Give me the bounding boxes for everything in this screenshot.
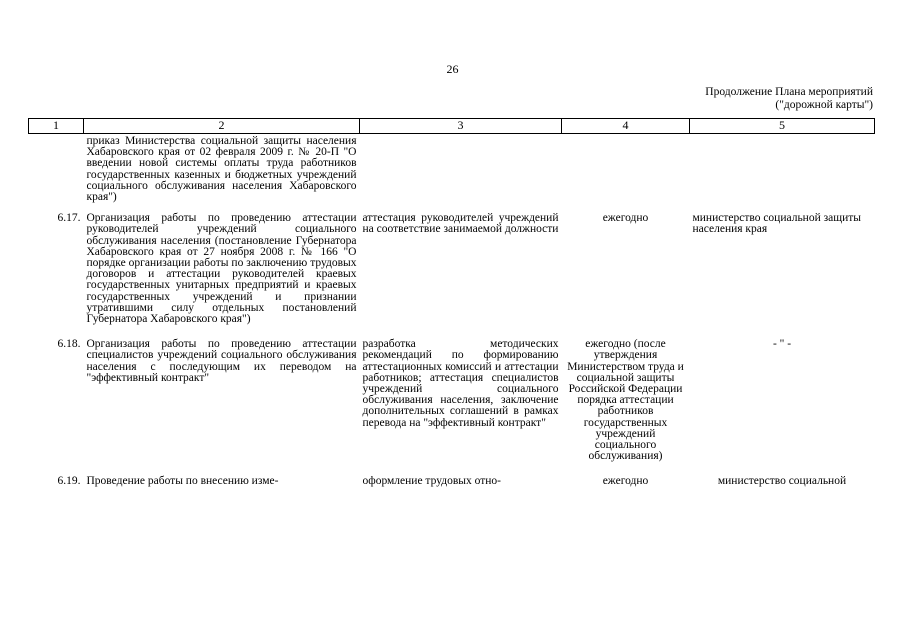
page-number: 26 xyxy=(446,62,459,76)
table-row xyxy=(29,466,875,487)
result-cell: разработка методических рекомендаций по формированию аттестационных комиссий и аттестации работников; аттестация специалистов учреждений социального обслуживания населения, заключение дополнительных соглашений в рамках перевода на "эффективный контракт" xyxy=(362,338,559,429)
row-number: 6.19. xyxy=(57,475,81,488)
executor-cell: министерство социальной защиты населения края xyxy=(692,212,862,236)
row-number: 6.18. xyxy=(57,338,81,351)
measure-cell: Организация работы по проведению аттестации руководителей учреждений социального обслуживания населения (постановление Губернатора Хабаровского края от 27 ноября 2008 г. № 166 "О порядке организации работы по заключению трудовых договоров и аттестации руководителей краевых государственных унитарных предприятий и краевых государственных учреждений и признании утратившими силу отдельных постановлений Губернатора Хабаровского края") xyxy=(86,212,357,326)
table-row xyxy=(29,134,875,204)
column-header-4: 4 xyxy=(562,119,690,134)
table-row xyxy=(29,203,875,329)
measure-cell: приказ Министерства социальной защиты населения Хабаровского края от 02 февраля 2009 г. № 20-П "О введении новой системы оплаты труда работников государственных казенных и бюджетных учреждений социального обслуживания населения Хабаровского края") xyxy=(86,135,357,204)
continuation-line-1: Продолжение Плана мероприятий xyxy=(705,86,873,98)
result-cell: аттестация руководителей учреждений на соответствие занимаемой должности xyxy=(362,212,559,236)
term-cell: ежегодно (после утверждения Министерством труда и социальной защиты Российской Федерации порядка аттестации работников государственных учреждений социального обслуживания) xyxy=(567,338,684,463)
term-cell xyxy=(562,134,690,204)
executor-cell xyxy=(690,134,875,204)
column-header-2: 2 xyxy=(84,119,360,134)
executor-cell: - " - xyxy=(772,338,792,351)
term-cell: ежегодно xyxy=(602,475,649,488)
column-header-1: 1 xyxy=(29,119,84,134)
measure-cell: Проведение работы по внесению изме- xyxy=(86,475,279,488)
row-number: 6.17. xyxy=(57,212,81,225)
continuation-label xyxy=(705,86,873,112)
row-number xyxy=(29,134,84,204)
term-cell: ежегодно xyxy=(602,212,649,225)
result-cell xyxy=(360,134,562,204)
continuation-line-2: ("дорожной карты") xyxy=(775,99,873,111)
table-row xyxy=(29,329,875,466)
result-cell: оформление трудовых отно- xyxy=(362,475,501,488)
table-header-row xyxy=(29,119,875,134)
column-header-3: 3 xyxy=(360,119,562,134)
measure-cell: Организация работы по проведению аттестации специалистов учреждений социального обслуживания населения с последующим их переводом на "эффективный контракт" xyxy=(86,338,357,384)
executor-cell: министерство социальной xyxy=(717,475,847,488)
plan-table xyxy=(28,118,875,488)
column-header-5: 5 xyxy=(690,119,875,134)
